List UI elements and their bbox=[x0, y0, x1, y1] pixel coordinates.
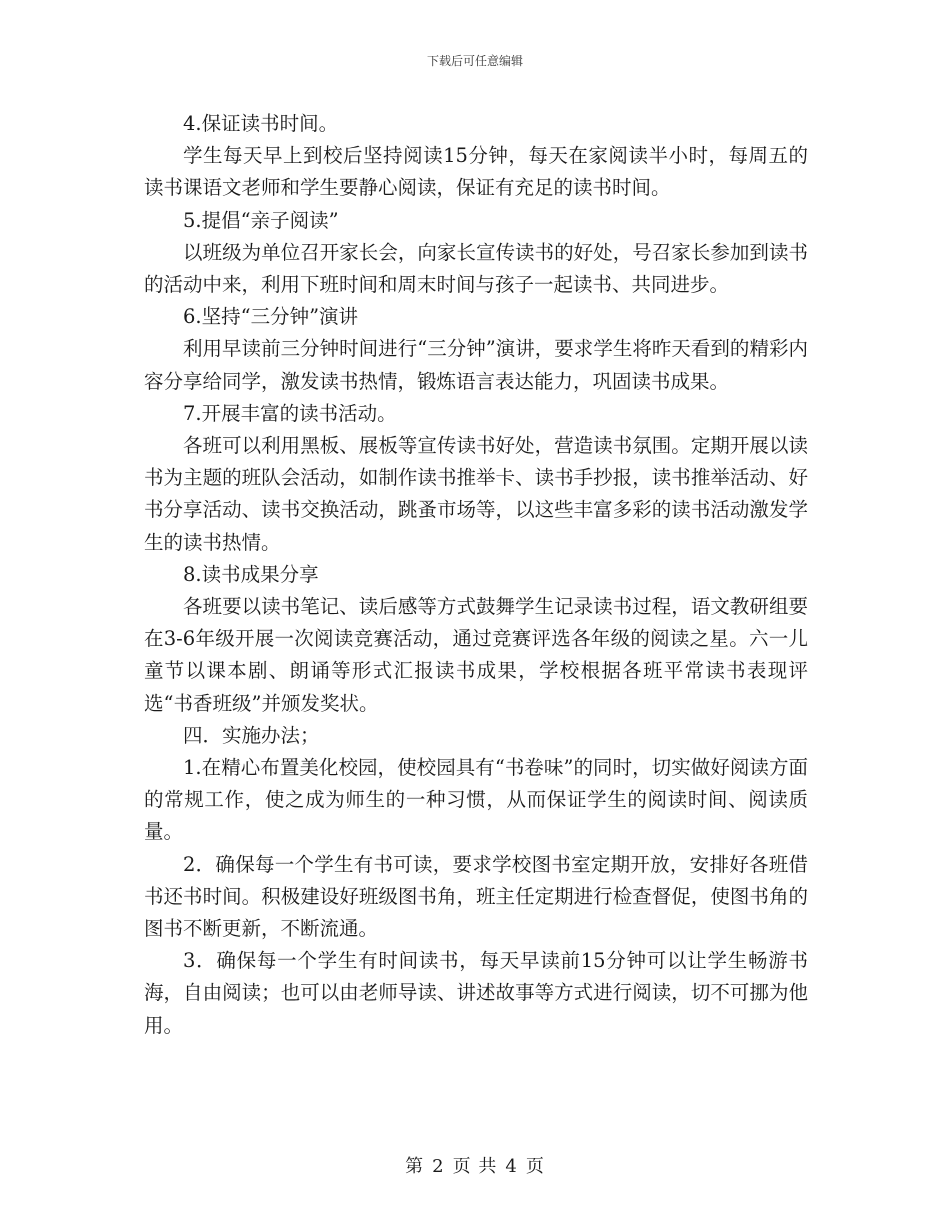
document-body bbox=[144, 108, 808, 1042]
header-note: 下载后可任意编辑 bbox=[426, 54, 523, 68]
footer-suffix: 页 bbox=[525, 1156, 545, 1177]
paragraph-reading-activities: 各班可以利用黑板、展板等宣传读书好处，营造读书氛围。定期开展以读书为主题的班队会活动，如制作读书推举卡、读书手抄报，读书推举活动、好书分享活动、读书交换活动，跳蚤市场等，以这些丰富多彩的读书活动激发学生的读书热情。 bbox=[144, 434, 808, 554]
paragraph-implementation-1: 1.在精心布置美化校园，使校园具有“书卷味”的同时，切实做好阅读方面的常规工作，使之成为师生的一种习惯，从而保证学生的阅读时间、阅读质量。 bbox=[144, 756, 808, 844]
paragraph-implementation-3: 3．确保每一个学生有时间读书，每天早读前15分钟可以让学生畅游书海，自由阅读；也可以由老师导读、讲述故事等方式进行阅读，切不可挪为他用。 bbox=[144, 949, 808, 1037]
item-heading-7: 7.开展丰富的读书活动。 bbox=[183, 401, 397, 425]
footer-prefix: 第 bbox=[405, 1156, 425, 1177]
item-heading-4: 4.保证读书时间。 bbox=[183, 112, 339, 135]
paragraph-reading-results: 各班要以读书笔记、读后感等方式鼓舞学生记录读书过程，语文教研组要在3-6年级开展一次阅读竞赛活动，通过竞赛评选各年级的阅读之星。六一儿童节以课本剧、朗诵等形式汇报读书成果，学校根据各班平常读书表现评选“书香班级”并颁发奖状。 bbox=[144, 595, 808, 715]
paragraph-parent-child-reading: 以班级为单位召开家长会，向家长宣传读书的好处，号召家长参加到读书的活动中来，利用下班时间和周末时间与孩子一起读书、共同进步。 bbox=[144, 240, 808, 297]
item-heading-6: 6.坚持“三分钟”演讲 bbox=[183, 305, 359, 329]
footer-total-pages: 4 bbox=[505, 1156, 518, 1177]
paragraph-implementation-2: 2．确保每一个学生有书可读，要求学校图书室定期开放，安排好各班借书还书时间。积极建设好班级图书角，班主任定期进行检查督促，使图书角的图书不断更新，不断流通。 bbox=[144, 852, 808, 941]
paragraph-reading-time: 学生每天早上到校后坚持阅读15分钟，每天在家阅读半小时，每周五的读书课语文老师和学生要静心阅读，保证有充足的读书时间。 bbox=[144, 144, 808, 200]
footer-page-number: 2 bbox=[432, 1156, 445, 1177]
item-heading-8: 8.读书成果分享 bbox=[183, 562, 319, 586]
item-heading-5: 5.提倡“亲子阅读” bbox=[183, 208, 339, 232]
footer-middle: 页 共 bbox=[452, 1156, 498, 1177]
section-heading-implementation: 四．实施办法； bbox=[183, 723, 320, 747]
paragraph-three-minute-speech: 利用早读前三分钟时间进行“三分钟”演讲，要求学生将昨天看到的精彩内容分享给同学，激发读书热情，锻炼语言表达能力，巩固读书成果。 bbox=[144, 337, 808, 393]
page-footer bbox=[0, 1152, 950, 1178]
